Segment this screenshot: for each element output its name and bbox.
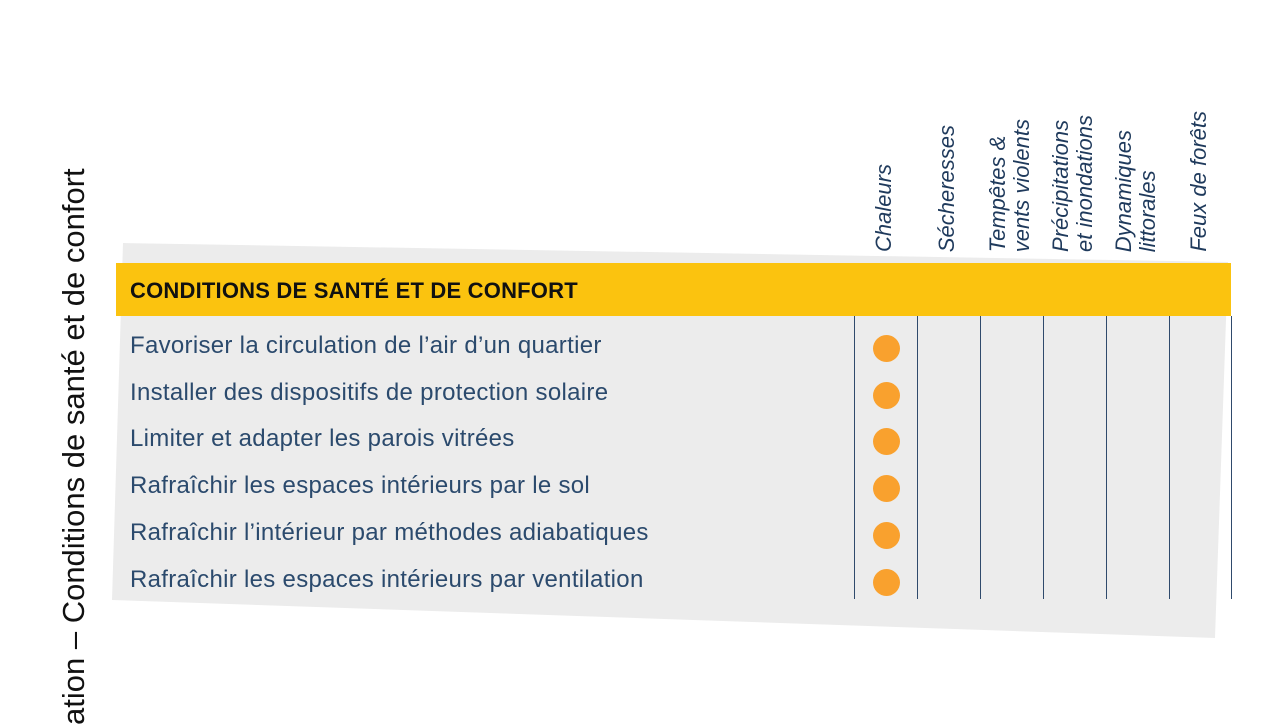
column-header-line: vents violents: [1009, 118, 1034, 252]
column-divider: [1106, 316, 1107, 599]
column-header: [872, 164, 896, 252]
column-header-line: Feux de forêts: [1186, 111, 1211, 252]
column-header-line: Tempêtes &: [985, 135, 1010, 252]
column-header-line: Précipitations: [1048, 119, 1073, 252]
column-header: [1112, 130, 1160, 252]
column-divider: [854, 316, 855, 599]
column-divider: [1169, 316, 1170, 599]
side-title: ation – Conditions de santé et de confort: [56, 168, 91, 725]
row-label: Rafraîchir l’intérieur par méthodes adiabatiques: [130, 519, 649, 546]
column-header-line: littorales: [1135, 170, 1160, 252]
section-header: [116, 263, 1231, 316]
column-header-line: et inondations: [1072, 115, 1097, 252]
column-header-line: Sécheresses: [934, 124, 959, 252]
column-header-line: Chaleurs: [871, 163, 896, 252]
column-header: [935, 125, 959, 252]
applicability-dot: [873, 522, 900, 549]
applicability-dot: [873, 382, 900, 409]
column-header-line: Dynamiques: [1111, 129, 1136, 252]
column-divider: [917, 316, 918, 599]
column-header: [986, 119, 1034, 252]
applicability-dot: [873, 475, 900, 502]
column-header: [1187, 111, 1211, 252]
row-label: Rafraîchir les espaces intérieurs par le sol: [130, 472, 591, 499]
row-label: Limiter et adapter les parois vitrées: [130, 425, 515, 452]
section-title: CONDITIONS DE SANTÉ ET DE CONFORT: [130, 278, 578, 303]
applicability-dot: [873, 335, 900, 362]
row-label: Rafraîchir les espaces intérieurs par ventilation: [130, 566, 644, 593]
column-divider: [980, 316, 981, 599]
row-label: Favoriser la circulation de l’air d’un quartier: [130, 332, 602, 359]
applicability-dot: [873, 428, 900, 455]
applicability-dot: [873, 569, 900, 596]
column-divider: [1231, 316, 1232, 599]
column-header: [1049, 115, 1097, 252]
row-label: Installer des dispositifs de protection solaire: [130, 379, 609, 406]
column-divider: [1043, 316, 1044, 599]
